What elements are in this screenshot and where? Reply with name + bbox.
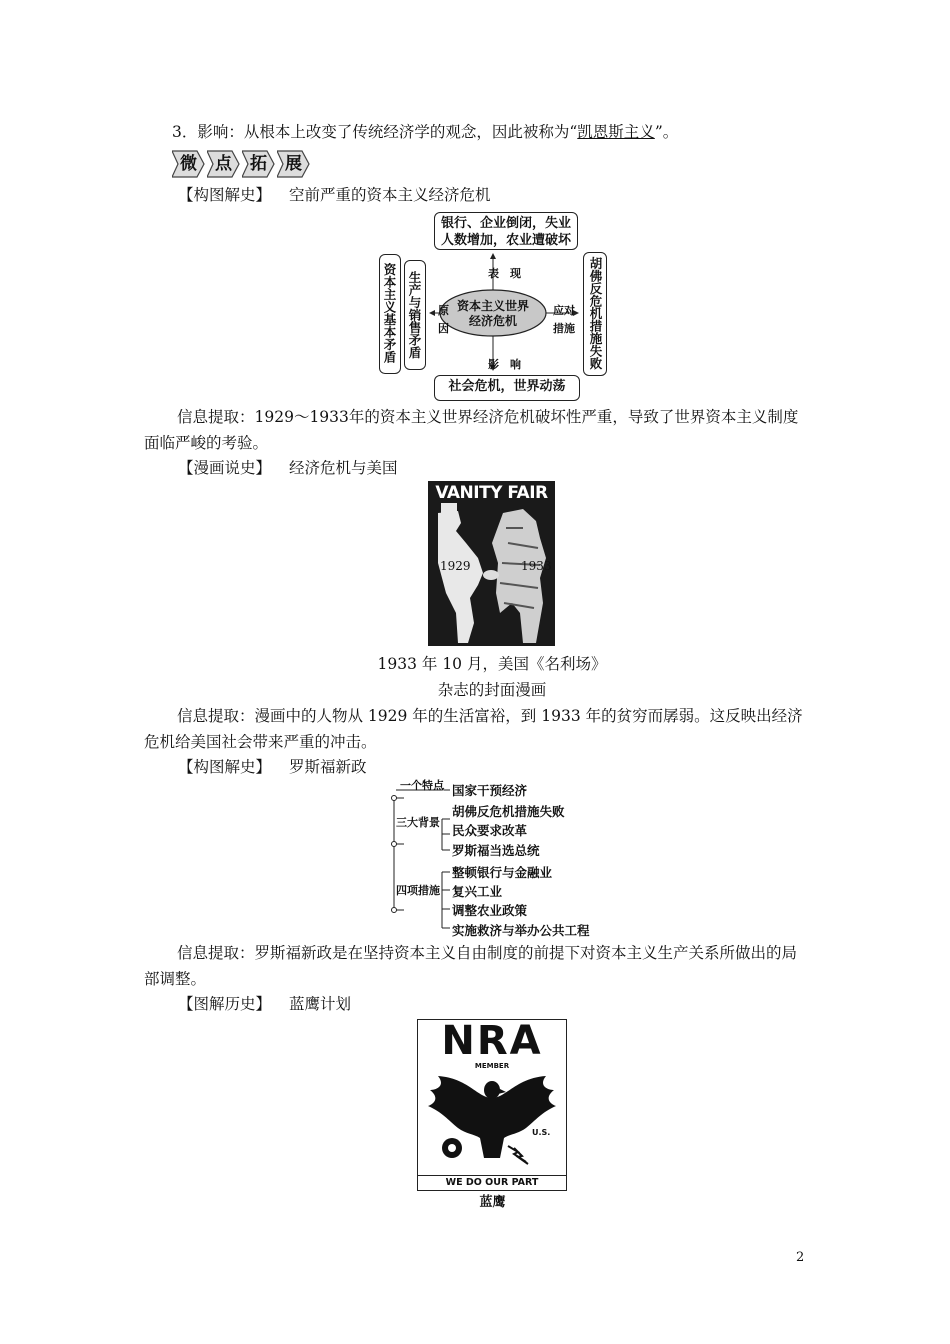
new-deal-tree	[386, 778, 602, 940]
section-tag: 【漫画说史】	[178, 459, 272, 477]
year-1929: 1929	[440, 559, 471, 573]
banner-char: 微	[180, 154, 197, 174]
influence-prefix: 3．影响：从根本上改变了传统经济学的观念，因此被称为“	[172, 123, 578, 141]
page-number: 2	[796, 1250, 805, 1265]
label-cause-char: 原	[438, 304, 449, 317]
year-1933: 1933	[521, 559, 552, 573]
banner-chevron	[172, 150, 205, 178]
left-outer-box	[379, 254, 401, 374]
paragraph-influence	[172, 119, 812, 145]
section-title: 空前严重的资本主义经济危机	[289, 186, 491, 204]
vanity-fair-cartoon	[428, 481, 555, 646]
section-heading-crisis	[178, 182, 491, 208]
tree-item: 实施救济与举办公共工程	[452, 923, 590, 938]
section-tag: 【构图解史】	[178, 186, 272, 204]
section-title: 经济危机与美国	[289, 459, 398, 477]
nra-us: U.S.	[532, 1128, 551, 1137]
tree-item: 民众要求改革	[452, 823, 528, 838]
nra-member: MEMBER	[474, 1062, 510, 1070]
cartoon-caption	[330, 651, 654, 703]
section-heading-new-deal	[178, 754, 367, 780]
nra-slogan: WE DO OUR PART	[418, 1175, 566, 1189]
banner-chevron	[207, 150, 240, 178]
crisis-diagram	[378, 210, 608, 402]
info-extraction-1: 信息提取：1929～1933年的资本主义世界经济危机破坏性严重，导致了世界资本主义制度面临严峻的考验。	[144, 408, 799, 452]
info-extraction-3: 信息提取：罗斯福新政是在坚持资本主义自由制度的前提下对资本主义生产关系所做出的局部调整。	[144, 944, 798, 988]
banner-char: 拓	[250, 154, 267, 174]
cartoon-illustration	[428, 503, 555, 646]
left-inner-text: 生产与销售矛盾	[407, 271, 422, 359]
banner-chevron	[277, 150, 310, 178]
right-box-hoover	[583, 252, 607, 376]
top-box-line: 银行、企业倒闭，失业	[440, 216, 571, 231]
tree-item: 国家干预经济	[452, 783, 528, 798]
bottom-box-text: 社会危机，世界动荡	[448, 379, 566, 394]
nra-title: NRA	[441, 1019, 543, 1064]
top-box-line: 人数增加，农业遭破坏	[440, 233, 571, 248]
section-banner	[172, 150, 310, 178]
info-extraction-2: 信息提取：漫画中的人物从 1929 年的生活富裕，到 1933 年的贫穷而孱弱。这反映出经济危机给美国社会带来严重的冲击。	[144, 707, 803, 751]
label-response-line: 应对	[553, 304, 575, 317]
section-heading-cartoon	[178, 455, 398, 481]
banner-chevron	[242, 150, 275, 178]
label-impact: 影 响	[488, 358, 521, 371]
top-box-manifestation	[434, 212, 578, 250]
label-response	[553, 302, 575, 338]
section-tag: 【构图解史】	[178, 758, 272, 776]
label-response-line: 措施	[553, 322, 575, 335]
section-heading-blue-eagle	[178, 991, 351, 1017]
bottom-box-impact	[434, 375, 580, 401]
group-label-measures: 四项措施	[396, 884, 440, 897]
section-title: 罗斯福新政	[289, 758, 367, 776]
label-manifestation: 表 现	[488, 267, 521, 280]
section-title: 蓝鹰计划	[289, 995, 352, 1013]
group-label-background: 三大背景	[396, 816, 440, 829]
center-line: 资本主义世界	[456, 299, 529, 313]
tree-item: 复兴工业	[452, 884, 503, 899]
tree-item: 调整农业政策	[452, 903, 528, 918]
section-tag: 【图解历史】	[178, 995, 272, 1013]
left-outer-text: 资本主义基本矛盾	[382, 263, 397, 363]
left-inner-box	[404, 260, 426, 370]
banner-char: 点	[215, 154, 232, 174]
center-line: 经济危机	[468, 314, 517, 328]
banner-char: 展	[285, 154, 302, 174]
label-cause	[438, 302, 449, 338]
caption-line: 1933 年 10 月，美国《名利场》	[377, 655, 607, 673]
nra-blue-eagle-poster	[417, 1019, 567, 1191]
group-label-feature: 一个特点	[400, 779, 444, 792]
masthead: VANITY FAIR	[435, 483, 548, 503]
tree-item: 胡佛反危机措施失败	[452, 804, 565, 819]
eagle-icon	[418, 1068, 566, 1173]
caption-line: 杂志的封面漫画	[437, 681, 547, 699]
tree-item: 整顿银行与金融业	[452, 865, 553, 880]
center-label	[440, 299, 546, 329]
keynesianism-term: 凯恩斯主义	[577, 123, 655, 141]
influence-suffix: ”。	[654, 123, 679, 141]
poster-caption: 蓝鹰	[479, 1195, 506, 1210]
tree-item: 罗斯福当选总统	[452, 843, 540, 858]
right-box-text: 胡佛反危机措施失败	[588, 257, 603, 370]
label-cause-char: 因	[438, 322, 449, 335]
